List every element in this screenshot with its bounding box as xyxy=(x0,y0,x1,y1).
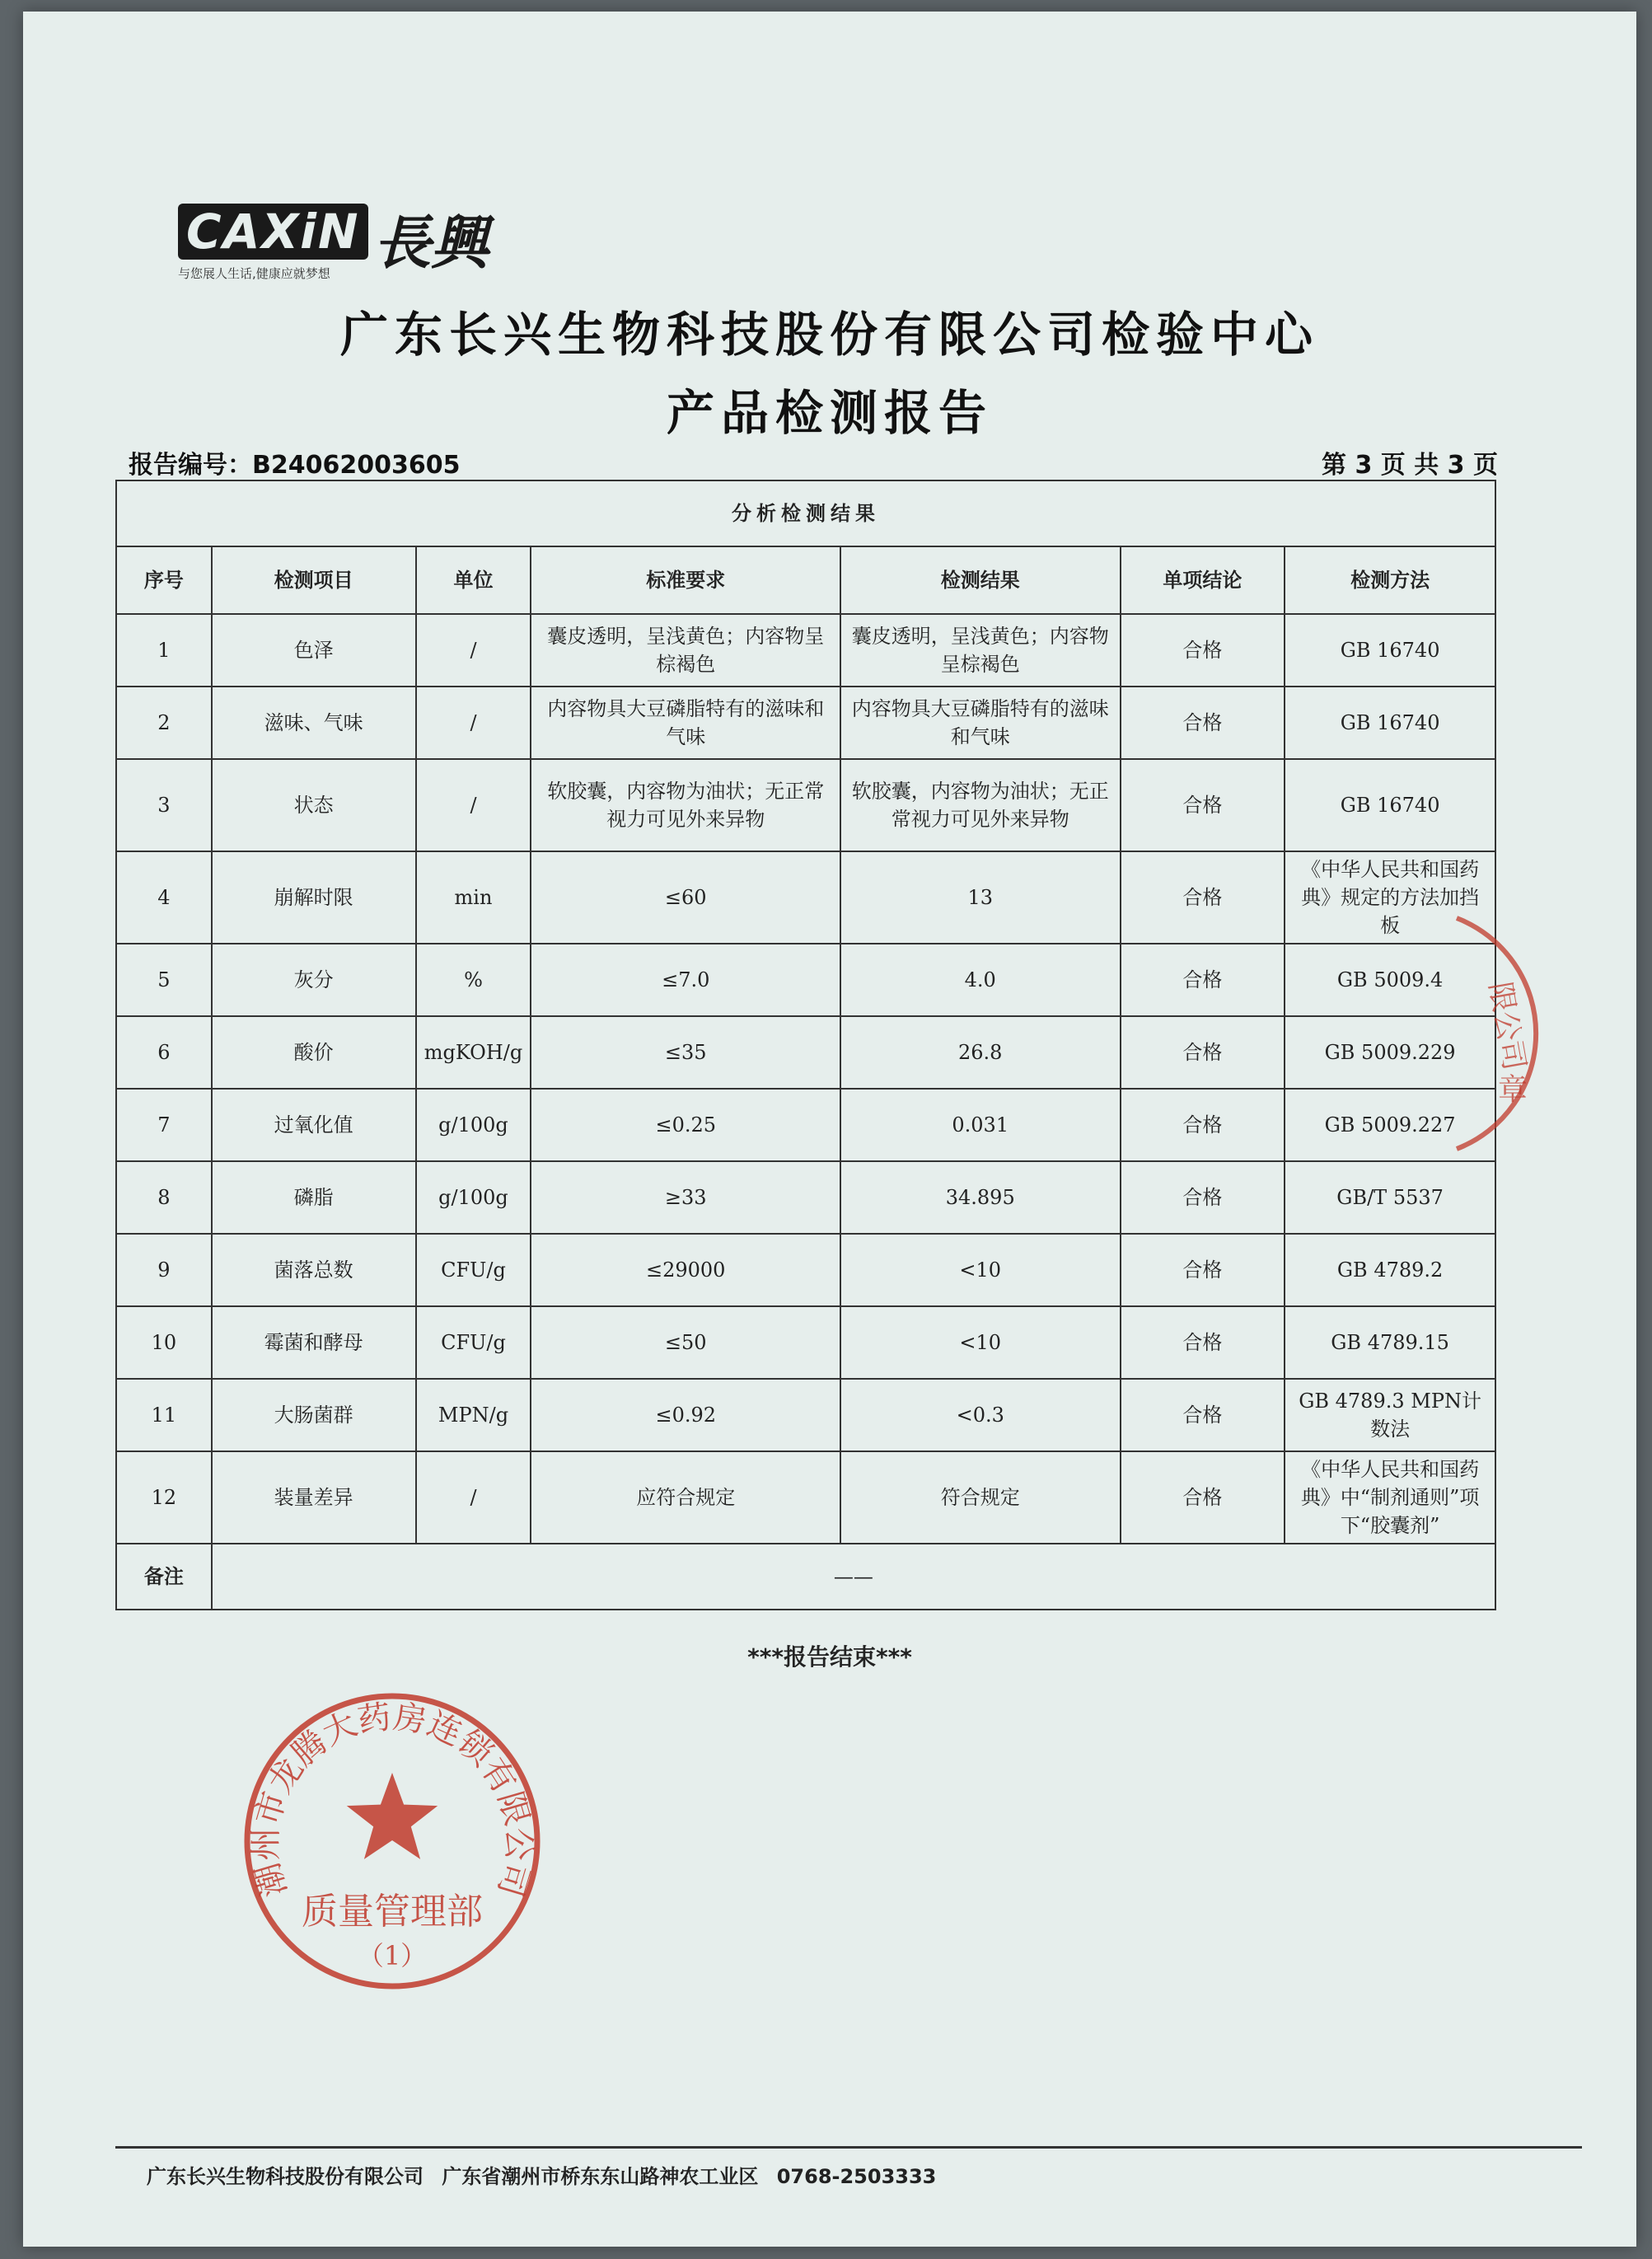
row-item: 装量差异 xyxy=(212,1451,416,1544)
row-method: GB 16740 xyxy=(1285,614,1495,687)
table-body xyxy=(116,614,1495,1544)
row-item: 滋味、气味 xyxy=(212,687,416,759)
remark-row xyxy=(116,1544,1495,1610)
report-end-mark: ***报告结束*** xyxy=(747,1643,912,1671)
page-edge-seal xyxy=(1440,910,1589,1157)
logo-brand-en: CAXiN xyxy=(178,204,368,260)
row-method: GB 16740 xyxy=(1285,687,1495,759)
row-unit: mgKOH/g xyxy=(416,1016,531,1089)
results-table xyxy=(115,480,1496,1610)
footer-address: 广东省潮州市桥东东山路神农工业区 xyxy=(442,2165,759,2188)
table-row xyxy=(116,944,1495,1016)
col-header-method: 检测方法 xyxy=(1285,546,1495,614)
row-unit: / xyxy=(416,1451,531,1544)
row-no: 3 xyxy=(116,759,212,851)
report-sheet xyxy=(23,12,1636,2247)
row-result: <10 xyxy=(840,1306,1121,1379)
row-no: 6 xyxy=(116,1016,212,1089)
row-conclusion: 合格 xyxy=(1121,1234,1285,1306)
row-standard: ≤29000 xyxy=(531,1234,840,1306)
table-caption-row xyxy=(116,480,1495,546)
row-standard: 软胶囊，内容物为油状；无正常视力可见外来异物 xyxy=(531,759,840,851)
row-method: GB 5009.229 xyxy=(1285,1016,1495,1089)
row-result: 0.031 xyxy=(840,1089,1121,1161)
row-standard: ≤0.92 xyxy=(531,1379,840,1451)
row-standard: ≥33 xyxy=(531,1161,840,1234)
row-no: 2 xyxy=(116,687,212,759)
row-result: 26.8 xyxy=(840,1016,1121,1089)
page-info: 第 3 页 共 3 页 xyxy=(1322,451,1498,480)
table-row xyxy=(116,687,1495,759)
row-method: GB 16740 xyxy=(1285,759,1495,851)
footer-company: 广东长兴生物科技股份有限公司 xyxy=(147,2165,424,2188)
row-no: 12 xyxy=(116,1451,212,1544)
row-standard: 内容物具大豆磷脂特有的滋味和气味 xyxy=(531,687,840,759)
row-standard: 囊皮透明，呈浅黄色；内容物呈棕褐色 xyxy=(531,614,840,687)
footer xyxy=(147,2160,936,2189)
row-method: GB 4789.2 xyxy=(1285,1234,1495,1306)
row-no: 1 xyxy=(116,614,212,687)
table-row xyxy=(116,851,1495,944)
col-header-item: 检测项目 xyxy=(212,546,416,614)
row-item: 色泽 xyxy=(212,614,416,687)
row-standard: ≤0.25 xyxy=(531,1089,840,1161)
row-item: 酸价 xyxy=(212,1016,416,1089)
row-conclusion: 合格 xyxy=(1121,614,1285,687)
row-method: GB 4789.3 MPN计数法 xyxy=(1285,1379,1495,1451)
row-method: GB 5009.4 xyxy=(1285,944,1495,1016)
row-conclusion: 合格 xyxy=(1121,1451,1285,1544)
company-logo xyxy=(155,197,526,288)
row-result: 内容物具大豆磷脂特有的滋味和气味 xyxy=(840,687,1121,759)
row-item: 霉菌和酵母 xyxy=(212,1306,416,1379)
footer-divider xyxy=(115,2146,1582,2149)
row-unit: min xyxy=(416,851,531,944)
seal-star-icon xyxy=(347,1773,438,1859)
row-method: GB 4789.15 xyxy=(1285,1306,1495,1379)
row-standard: ≤35 xyxy=(531,1016,840,1089)
col-header-standard: 标准要求 xyxy=(531,546,840,614)
row-unit: % xyxy=(416,944,531,1016)
row-result: 软胶囊，内容物为油状；无正常视力可见外来异物 xyxy=(840,759,1121,851)
row-conclusion: 合格 xyxy=(1121,1016,1285,1089)
table-row xyxy=(116,1016,1495,1089)
table-caption: 分析检测结果 xyxy=(116,480,1495,546)
col-header-unit: 单位 xyxy=(416,546,531,614)
row-item: 菌落总数 xyxy=(212,1234,416,1306)
row-method: GB 5009.227 xyxy=(1285,1089,1495,1161)
row-unit: g/100g xyxy=(416,1161,531,1234)
row-no: 11 xyxy=(116,1379,212,1451)
table-row xyxy=(116,614,1495,687)
row-standard: ≤7.0 xyxy=(531,944,840,1016)
company-title: 广东长兴生物科技股份有限公司检验中心 xyxy=(339,307,1319,363)
row-unit: / xyxy=(416,687,531,759)
row-result: 囊皮透明，呈浅黄色；内容物呈棕褐色 xyxy=(840,614,1121,687)
row-conclusion: 合格 xyxy=(1121,687,1285,759)
row-no: 7 xyxy=(116,1089,212,1161)
row-standard: ≤50 xyxy=(531,1306,840,1379)
col-header-conclusion: 单项结论 xyxy=(1121,546,1285,614)
row-standard: ≤60 xyxy=(531,851,840,944)
seal-dept: 质量管理部 xyxy=(302,1891,483,1933)
quality-dept-seal xyxy=(236,1685,549,1998)
report-title: 产品检测报告 xyxy=(666,385,993,441)
remark-value: —— xyxy=(212,1544,1495,1610)
table-row xyxy=(116,1234,1495,1306)
row-no: 10 xyxy=(116,1306,212,1379)
row-unit: CFU/g xyxy=(416,1306,531,1379)
row-conclusion: 合格 xyxy=(1121,1306,1285,1379)
row-item: 灰分 xyxy=(212,944,416,1016)
row-unit: / xyxy=(416,759,531,851)
row-unit: g/100g xyxy=(416,1089,531,1161)
row-result: 34.895 xyxy=(840,1161,1121,1234)
row-unit: CFU/g xyxy=(416,1234,531,1306)
row-method: 《中华人民共和国药典》规定的方法加挡板 xyxy=(1285,851,1495,944)
row-item: 崩解时限 xyxy=(212,851,416,944)
table-row xyxy=(116,1306,1495,1379)
col-header-no: 序号 xyxy=(116,546,212,614)
row-result: <0.3 xyxy=(840,1379,1121,1451)
row-result: 符合规定 xyxy=(840,1451,1121,1544)
row-no: 5 xyxy=(116,944,212,1016)
row-unit: / xyxy=(416,614,531,687)
remark-label: 备注 xyxy=(116,1544,212,1610)
row-result: <10 xyxy=(840,1234,1121,1306)
edge-seal-text-2: 章 xyxy=(1498,1073,1528,1107)
row-conclusion: 合格 xyxy=(1121,944,1285,1016)
row-item: 大肠菌群 xyxy=(212,1379,416,1451)
table-row xyxy=(116,1379,1495,1451)
seal-number: （1） xyxy=(357,1940,428,1971)
edge-seal-text: 限公司 xyxy=(1482,979,1532,1073)
row-item: 磷脂 xyxy=(212,1161,416,1234)
row-no: 9 xyxy=(116,1234,212,1306)
col-header-result: 检测结果 xyxy=(840,546,1121,614)
row-result: 4.0 xyxy=(840,944,1121,1016)
table-row xyxy=(116,1089,1495,1161)
row-unit: MPN/g xyxy=(416,1379,531,1451)
row-conclusion: 合格 xyxy=(1121,1379,1285,1451)
row-no: 4 xyxy=(116,851,212,944)
row-no: 8 xyxy=(116,1161,212,1234)
footer-phone: 0768-2503333 xyxy=(776,2165,937,2188)
row-standard: 应符合规定 xyxy=(531,1451,840,1544)
row-item: 状态 xyxy=(212,759,416,851)
logo-brand-cn: 長興 xyxy=(373,209,489,277)
row-result: 13 xyxy=(840,851,1121,944)
table-header-row xyxy=(116,546,1495,614)
table-row xyxy=(116,759,1495,851)
table-row xyxy=(116,1451,1495,1544)
row-method: GB/T 5537 xyxy=(1285,1161,1495,1234)
row-conclusion: 合格 xyxy=(1121,759,1285,851)
seal-org-text: 潮州市龙腾大药房连锁有限公司 xyxy=(246,1698,538,1901)
row-conclusion: 合格 xyxy=(1121,1161,1285,1234)
table-row xyxy=(116,1161,1495,1234)
row-method: 《中华人民共和国药典》中“制剂通则”项下“胶囊剂” xyxy=(1285,1451,1495,1544)
row-conclusion: 合格 xyxy=(1121,851,1285,944)
logo-slogan: 与您展人生话,健康应就梦想 xyxy=(178,266,330,281)
report-number: 报告编号：B24062003605 xyxy=(129,451,461,480)
row-conclusion: 合格 xyxy=(1121,1089,1285,1161)
row-item: 过氧化值 xyxy=(212,1089,416,1161)
